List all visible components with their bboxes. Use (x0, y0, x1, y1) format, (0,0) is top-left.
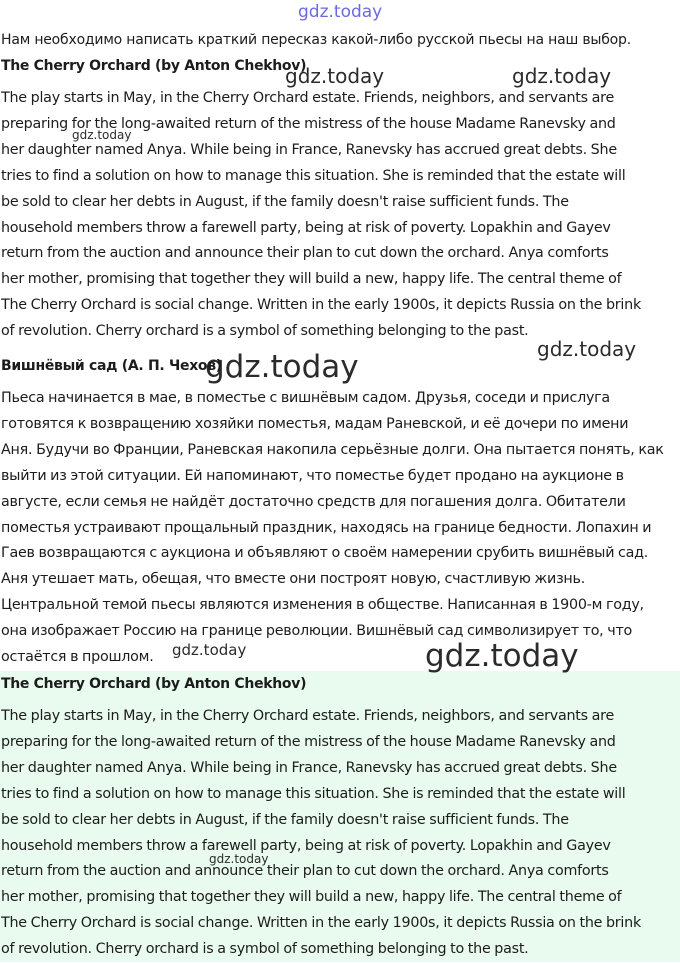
text-line: поместья устраивают прощальный праздник, находясь на границе бедности. Лопахин и (1, 519, 652, 536)
text-line: her daughter named Anya. While being in France, Ranevsky has accrued great debts. She (1, 759, 617, 776)
english-paragraph (1, 86, 679, 345)
text-line: остаётся в прошлом. (1, 649, 154, 666)
text-line: return from the auction and announce their plan to cut down the orchard. Anya comforts (1, 863, 609, 880)
text-line: be sold to clear her debts in August, if the family doesn't raise sufficient funds. The (1, 811, 569, 828)
text-line: Пьеса начинается в мае, в поместье с вишнёвым садом. Друзья, соседи и прислуга (1, 390, 610, 406)
text-line: Аня. Будучи во Франции, Раневская накопила серьёзные долги. Она пытается понять, как (1, 441, 664, 458)
text-line: выйти из этой ситуации. Ей напоминают, что поместье будет продано на аукционе в (1, 467, 624, 484)
watermark: gdz.today (205, 349, 359, 385)
watermark-top: gdz.today (298, 2, 383, 22)
text-line: Центральной темой пьесы являются изменения в обществе. Написанная в 1900-м году, (1, 597, 644, 614)
watermark: gdz.today (425, 638, 579, 674)
task-intro: Нам необходимо написать краткий пересказ какой-либо русской пьесы на наш выбор. (1, 32, 631, 48)
text-line: готовятся к возвращению хозяйки поместья, мадам Раневской, и её дочери по имени (1, 415, 629, 432)
watermark: gdz.today (285, 64, 385, 88)
text-line: be sold to clear her debts in August, if the family doesn't raise sufficient funds. The (1, 193, 569, 210)
text-line: her mother, promising that together they will build a new, happy life. The central theme of (1, 271, 622, 288)
text-line: The Cherry Orchard is social change. Written in the early 1900s, it depicts Russia on the brink (1, 915, 641, 932)
watermark: gdz.today (537, 337, 637, 361)
text-line: her mother, promising that together they will build a new, happy life. The central theme of (1, 889, 622, 906)
text-line: tries to find a solution on how to manage this situation. She is reminded that the estate will (1, 785, 626, 802)
text-line: her daughter named Anya. While being in France, Ranevsky has accrued great debts. She (1, 141, 617, 158)
watermark: gdz.today (172, 641, 247, 659)
text-line: tries to find a solution on how to manage this situation. She is reminded that the estate will (1, 167, 626, 184)
text-line: return from the auction and announce their plan to cut down the orchard. Anya comforts (1, 245, 609, 262)
text-line: Аня утешает мать, обещая, что вместе они построят новую, счастливую жизнь. (1, 571, 585, 588)
text-line: preparing for the long-awaited return of the mistress of the house Madame Ranevsky and (1, 115, 616, 132)
text-line: household members throw a farewell party, being at risk of poverty. Lopakhin and Gayev (1, 219, 611, 236)
text-line: она изображает Россию на границе революции. Вишнёвый сад символизирует то, что (1, 623, 633, 640)
text-line: of revolution. Cherry orchard is a symbol of something belonging to the past. (1, 941, 529, 958)
text-line: The play starts in May, in the Cherry Orchard estate. Friends, neighbors, and servants are (1, 708, 615, 724)
english-paragraph-highlighted (1, 704, 679, 963)
text-line: The Cherry Orchard is social change. Written in the early 1900s, it depicts Russia on the brink (1, 297, 641, 314)
english-title: The Cherry Orchard (by Anton Chekhov) (1, 676, 307, 692)
text-line: household members throw a farewell party, being at risk of poverty. Lopakhin and Gayev (1, 837, 611, 854)
russian-title: Вишнёвый сад (А. П. Чехов) (1, 358, 222, 374)
watermark: gdz.today (512, 64, 612, 88)
text-line: of revolution. Cherry orchard is a symbol of something belonging to the past. (1, 323, 529, 340)
russian-paragraph (1, 386, 679, 671)
text-line: августе, если семья не найдёт достаточно средств для погашения долга. Обитатели (1, 493, 626, 510)
english-title: The Cherry Orchard (by Anton Chekhov) (1, 58, 307, 74)
watermark: gdz.today (209, 852, 269, 866)
watermark: gdz.today (72, 128, 132, 142)
text-line: Гаев возвращаются с аукциона и объявляют о своём намерении срубить вишнёвый сад. (1, 545, 649, 562)
text-line: The play starts in May, in the Cherry Orchard estate. Friends, neighbors, and servants are (1, 90, 615, 106)
text-line: preparing for the long-awaited return of the mistress of the house Madame Ranevsky and (1, 733, 616, 750)
